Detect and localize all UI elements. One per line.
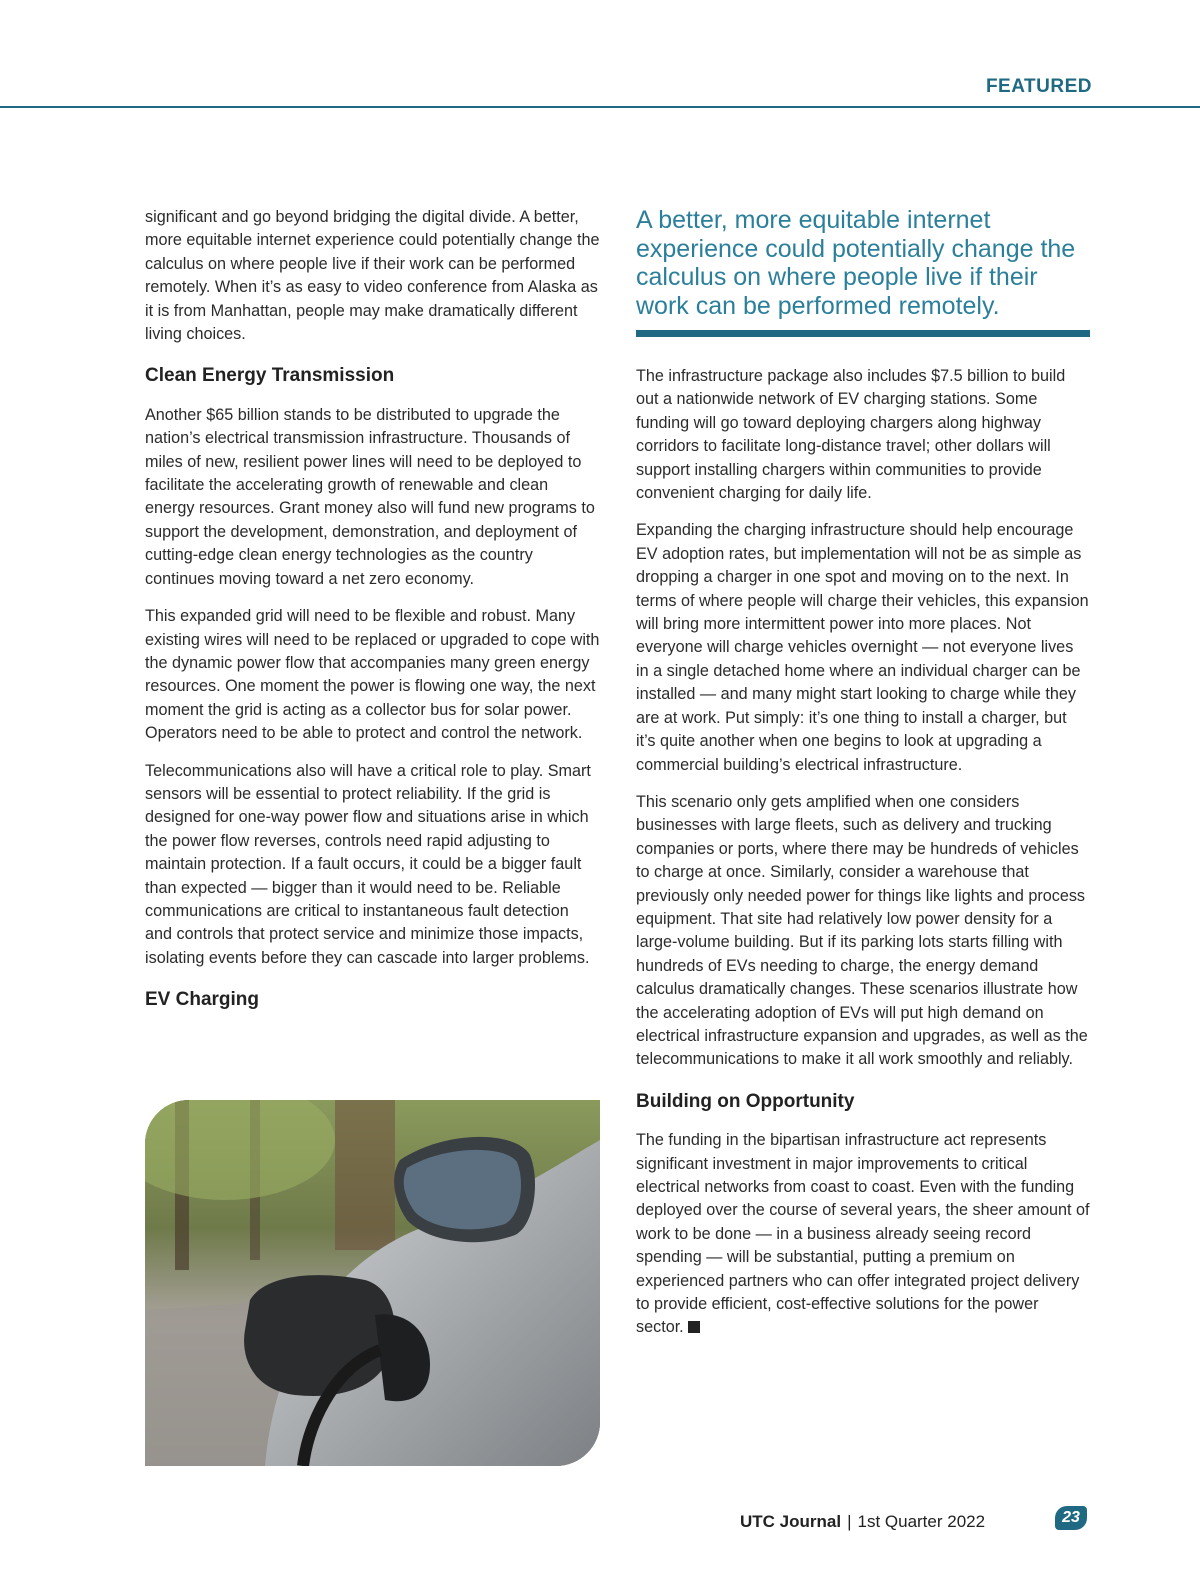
right-column xyxy=(636,206,1090,1354)
heading-building-opportunity: Building on Opportunity xyxy=(636,1090,855,1112)
paragraph: Expanding the charging infrastructure should help encourage EV adoption rates, but implementation will not be as simple as dropping a charger in one spot and moving on to the next. In terms of where people will charge their vehicles, this expansion will bring more intermittent power into more places. Not everyone will charge vehicles overnight — not everyone lives in a single detached home where an individual charger can be installed — and many might start looking to charge while they are at work. Put simply: it’s one thing to install a charger, but it’s quite another when one begins to look at upgrading a commercial building’s electrical infrastructure. xyxy=(636,521,1089,774)
paragraph: Another $65 billion stands to be distributed to upgrade the nation’s electrical transmission infrastructure. Thousands of miles of new, resilient power lines will need to be deployed to facilitate the accelerating growth of renewable and clean energy resources. Grant money also will fund new programs to support the development, demonstration, and deployment of cutting-edge clean energy technologies as the country continues moving toward a net zero economy. xyxy=(145,405,595,588)
ev-charger-illustration xyxy=(145,1100,600,1466)
closing-paragraph-text: The funding in the bipartisan infrastructure act represents significant investment in major improvements to critical electrical networks from coast to coast. Even with the funding deployed over the course of several years, the sheer amount of work to be done — in a business already seeing record spending — will be substantial, putting a premium on experienced partners who can offer integrated project delivery to provide efficient, cost-effective solutions for the power sector. xyxy=(636,1131,1090,1337)
end-mark-icon xyxy=(688,1321,700,1333)
paragraph: The infrastructure package also includes $7.5 billion to build out a nationwide network of EV charging stations. Some funding will go toward deploying chargers along highway corridors to facilitate long-distance travel; other dollars will support installing chargers within communities to provide convenient charging for daily life. xyxy=(636,367,1066,503)
closing-paragraph xyxy=(636,1129,1090,1340)
section-label: FEATURED xyxy=(985,76,1092,97)
paragraph: Telecommunications also will have a critical role to play. Smart sensors will be essential to protect reliability. If the grid is designed for one-way power flow and situations arise in which the power flow reverses, controls need rapid adjusting to maintain protection. If a fault occurs, it could be a bigger fault than expected — bigger than it would need to be. Reliable communications are critical to instantaneous fault detection and controls that protect service and minimize those impacts, isolating events before they can cascade into larger problems. xyxy=(145,761,591,967)
footer-separator: | xyxy=(847,1512,852,1531)
page-number: 23 xyxy=(1055,1506,1087,1530)
pull-quote: A better, more equitable internet experience could potentially change the calculus on where people live if their work can be performed remotely. xyxy=(636,206,1076,320)
pull-quote-rule xyxy=(636,330,1090,337)
left-column xyxy=(145,206,600,1028)
header-rule xyxy=(0,106,1200,108)
paragraph: This scenario only gets amplified when one considers businesses with large fleets, such as delivery and trucking companies or ports, where there may be hundreds of vehicles to charge at once. Similarly, consider a warehouse that previously only needed power for things like lights and process equipment. That site had relatively low power density for a large-volume building. But if its parking lots starts filling with hundreds of EVs needing to charge, the energy demand calculus dramatically changes. These scenarios illustrate how the accelerating adoption of EVs will put high demand on electrical infrastructure expansion and upgrades, as well as the telecommunications to make it all work smoothly and reliably. xyxy=(636,792,1088,1069)
heading-clean-energy: Clean Energy Transmission xyxy=(145,365,395,387)
heading-ev-charging: EV Charging xyxy=(145,989,260,1011)
ev-charging-photo xyxy=(145,1100,600,1466)
paragraph: This expanded grid will need to be flexible and robust. Many existing wires will need to be replaced or upgraded to cope with the dynamic power flow that accompanies many green energy resources. One moment the power is flowing one way, the next moment the grid is acting as a collector bus for solar power. Operators need to be able to protect and control the network. xyxy=(145,607,600,743)
issue-date: 1st Quarter 2022 xyxy=(857,1512,986,1531)
footer xyxy=(740,1512,985,1532)
journal-name: UTC Journal xyxy=(740,1512,842,1531)
intro-paragraph: significant and go beyond bridging the digital divide. A better, more equitable internet experience could potentially change the calculus on where people live if their work can be performed remotely. When it’s as easy to video conference from Alaska as it is from Manhattan, people may make dramatically different living choices. xyxy=(145,208,600,344)
